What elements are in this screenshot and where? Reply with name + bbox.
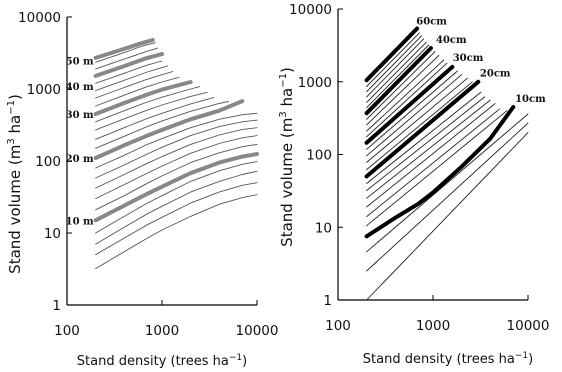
series-line bbox=[96, 66, 168, 91]
y-tick-label: 1000 bbox=[297, 74, 332, 91]
x-tick-label: 1000 bbox=[415, 318, 451, 334]
x-tick-label: 10000 bbox=[506, 318, 550, 334]
chart-height-classes bbox=[6, 10, 278, 369]
series-annotation-label: 40 m bbox=[65, 82, 94, 94]
left-y-axis-label: Stand volume ($m^3$ $ha^{-1}$) bbox=[6, 94, 24, 274]
y-tick-label: 10 bbox=[43, 226, 61, 242]
y-tick-label: 10000 bbox=[18, 10, 61, 26]
series-annotation-label: 10cm bbox=[515, 93, 546, 105]
series-annotation-label: 30cm bbox=[452, 53, 484, 65]
right-axes bbox=[338, 9, 528, 300]
series-line bbox=[367, 39, 424, 97]
x-tick-label: 100 bbox=[54, 323, 80, 339]
y-tick-label: 10000 bbox=[289, 2, 332, 18]
series-line bbox=[96, 102, 229, 149]
x-tick-label: 10000 bbox=[235, 323, 279, 339]
y-tick-label: 1 bbox=[323, 293, 332, 309]
series-line bbox=[367, 33, 420, 87]
series-line-highlighted bbox=[96, 40, 153, 58]
right-tick-labels bbox=[289, 2, 549, 334]
series-annotation-label: 20 m bbox=[65, 154, 94, 166]
y-tick-label: 1 bbox=[52, 298, 61, 314]
series-line-highlighted bbox=[96, 101, 243, 158]
left-x-axis-label: Stand density (trees $ha^{-1}$) bbox=[76, 353, 248, 369]
y-tick-label: 1000 bbox=[26, 82, 61, 98]
series-annotation-label: 20cm bbox=[479, 68, 511, 80]
series-line bbox=[96, 162, 257, 233]
series-line-highlighted bbox=[96, 82, 191, 114]
x-tick-label: 100 bbox=[325, 318, 351, 334]
x-tick-label: 1000 bbox=[144, 323, 180, 339]
series-annotation-label: 10 m bbox=[65, 216, 94, 228]
series-annotation-label: 50 m bbox=[65, 56, 94, 68]
series-line bbox=[367, 100, 491, 198]
series-annotation-label: 30 m bbox=[65, 109, 94, 121]
series-line bbox=[96, 72, 173, 99]
series-line bbox=[96, 77, 179, 106]
right-y-axis-label: Stand volume ($m^3$ $ha^{-1}$) bbox=[278, 67, 296, 247]
series-annotation-label: 40cm bbox=[436, 35, 467, 47]
right-annotations bbox=[416, 16, 546, 105]
y-tick-label: 10 bbox=[314, 220, 332, 237]
y-tick-label: 100 bbox=[306, 147, 332, 164]
series-line-highlighted bbox=[367, 107, 514, 236]
series-annotation-label: 60cm bbox=[416, 16, 447, 28]
left-series-lines bbox=[96, 40, 257, 269]
chart-diameter-classes bbox=[278, 2, 549, 367]
right-x-axis-label: Stand density (trees $ha^{-1}$) bbox=[362, 351, 534, 367]
left-annotations bbox=[66, 56, 94, 227]
y-tick-label: 100 bbox=[35, 154, 61, 170]
